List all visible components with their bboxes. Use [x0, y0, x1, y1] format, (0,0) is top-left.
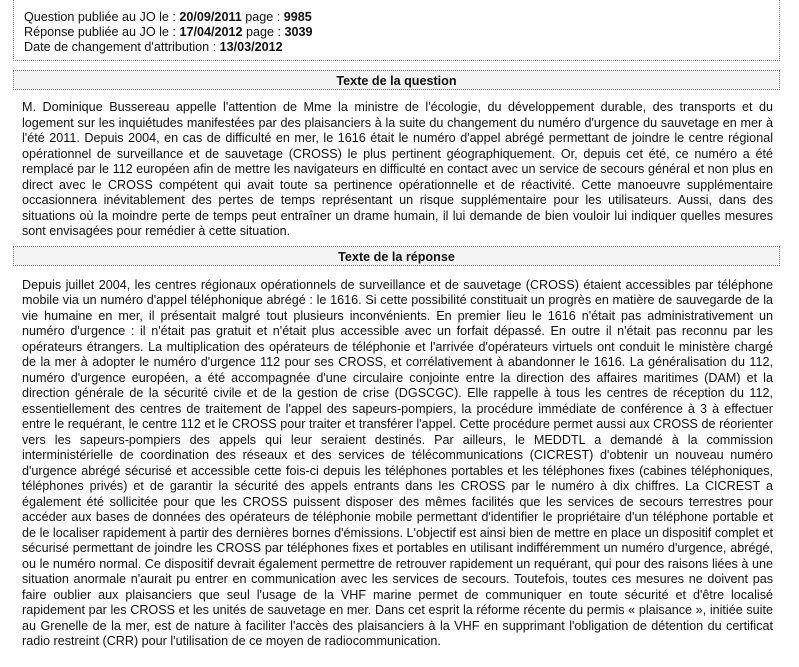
attribution-change-date: 13/03/2012: [219, 40, 283, 54]
question-published-date: 20/09/2011: [179, 10, 242, 24]
attribution-change-label: Date de changement d'attribution :: [24, 40, 217, 54]
answer-published-label: Réponse publiée au JO le :: [24, 25, 176, 39]
publication-info: [13, 0, 780, 61]
question-published-line: [24, 10, 769, 25]
answer-page-label: page :: [245, 25, 281, 39]
question-published-label: Question publiée au JO le :: [24, 10, 176, 24]
answer-page-number: 3039: [284, 25, 313, 39]
question-heading: Texte de la question: [13, 70, 780, 90]
question-page-number: 9985: [283, 10, 312, 24]
answer-published-line: [24, 25, 769, 40]
attribution-change-line: [24, 40, 769, 55]
question-page-label: page :: [245, 10, 281, 24]
response-heading: Texte de la réponse: [13, 246, 780, 266]
answer-published-date: 17/04/2012: [179, 25, 243, 39]
question-text: M. Dominique Bussereau appelle l'attention de Mme la ministre de l'écologie, du développement durable, des transports et du logement sur les inquiétudes manifestées par des plaisanciers à la suite du changement du numéro d'urgence du sauvetage en mer à l'été 2011. Depuis 2004, en cas de difficulté en mer, le 1616 était le numéro d'appel abrégé permettant de joindre le centre régional opérationnel de surveillance et de sauvetage (CROSS) le plus pertinent géographiquement. Or, depuis cet été, ce numéro a été remplacé par le 112 européen afin de mettre les navigateurs en difficulté en contact avec un service de secours général et non plus en direct avec le CROSS compétent qui avait toute sa pertinence opérationnelle et de réactivité. Cette manoeuvre supplémentaire occasionnera inévitablement des pertes de temps représentant un risque supplémentaire pour les utilisateurs. Aussi, dans des situations où la moindre perte de temps peut entraîner un drame humain, il lui demande de bien vouloir lui indiquer quelles mesures sont envisagées pour remédier à cette situation.: [22, 100, 773, 238]
response-text: Depuis juillet 2004, les centres régionaux opérationnels de surveillance et de sauvetage (CROSS) étaient accessibles par téléphone mobile via un numéro d'appel téléphonique abrégé : le 1616. Si cette possibilité constituait un progrès en matière de sauvegarde de la vie humaine en mer, il présentait malgré tout plusieurs inconvénients. En premier lieu le 1616 n'était pas administrativement un numéro d'urgence : il n'était pas gratuit et n'était plus accessible avec un forfait dépassé. En outre il n'était pas reconnu par les opérateurs étrangers. La multiplication des opérateurs de téléphonie et l'arrivée d'opérateurs virtuels ont conduit le ministère chargé de la mer à adopter le numéro d'urgence 112 pour ses CROSS, et corrélativement à abandonner le 1616. La généralisation du 112, numéro d'urgence européen, a été accompagnée d'une circulaire conjointe entre la direction des affaires maritimes (DAM) et la direction générale de la sécurité civile et de la gestion de crise (DGSCGC). Elle rappelle à tous les centres de réception du 112, essentiellement des centres de traitement de l'appel des sapeurs-pompiers, la procédure immédiate de conférence à 3 à effectuer entre le requérant, le centre 112 et le CROSS pour traiter et transférer l'appel. Cette procédure permet aussi aux CROSS de réorienter vers les sapeurs-pompiers des appels qui leur seraient destinés. Par ailleurs, le MEDDTL a demandé à la commission interministérielle de coordination des réseaux et des services de télécommunications (CICREST) d'obtenir un nouveau numéro d'urgence abrégé sécurisé et accessible cette fois-ci depuis les téléphones portables et les téléphones fixes (cabines téléphoniques, téléphones privés) et de garantir la sécurité des appels entrants dans les CROSS par le numéro à dix chiffres. La CICREST a également été sollicitée pour que les CROSS puissent disposer des mêmes facilités que les services de secours terrestres pour accéder aux bases de données des opérateurs de téléphonie mobile permettant d'identifier le propriétaire d'un téléphone portable et de le localiser rapidement à partir des dernières bornes d'émissions. L'objectif est ainsi bien de mettre en place un dispositif complet et sécurisé permettant de joindre les CROSS par téléphones fixes et portables en utilisant indifféremment un numéro d'urgence, abrégé, ou le numéro normal. Ce dispositif devrait également permettre de retrouver rapidement un requérant, qui pour des raisons liées à une situation anormale n'aurait pu entrer en communication avec les services de secours. Toutefois, toutes ces mesures ne doivent pas faire oublier aux plaisanciers que seul l'usage de la VHF marine permet de communiquer en toute sécurité et d'être localisé rapidement par les CROSS et les unités de sauvetage en mer. Dans cet esprit la réforme récente du permis « plaisance », initiée suite au Grenelle de la mer, est de nature à faciliter l'accès des plaisanciers à la VHF en supprimant l'obligation de détention du certificat radio restreint (CRR) pour l'utilisation de ce moyen de radiocommunication.: [22, 277, 773, 648]
